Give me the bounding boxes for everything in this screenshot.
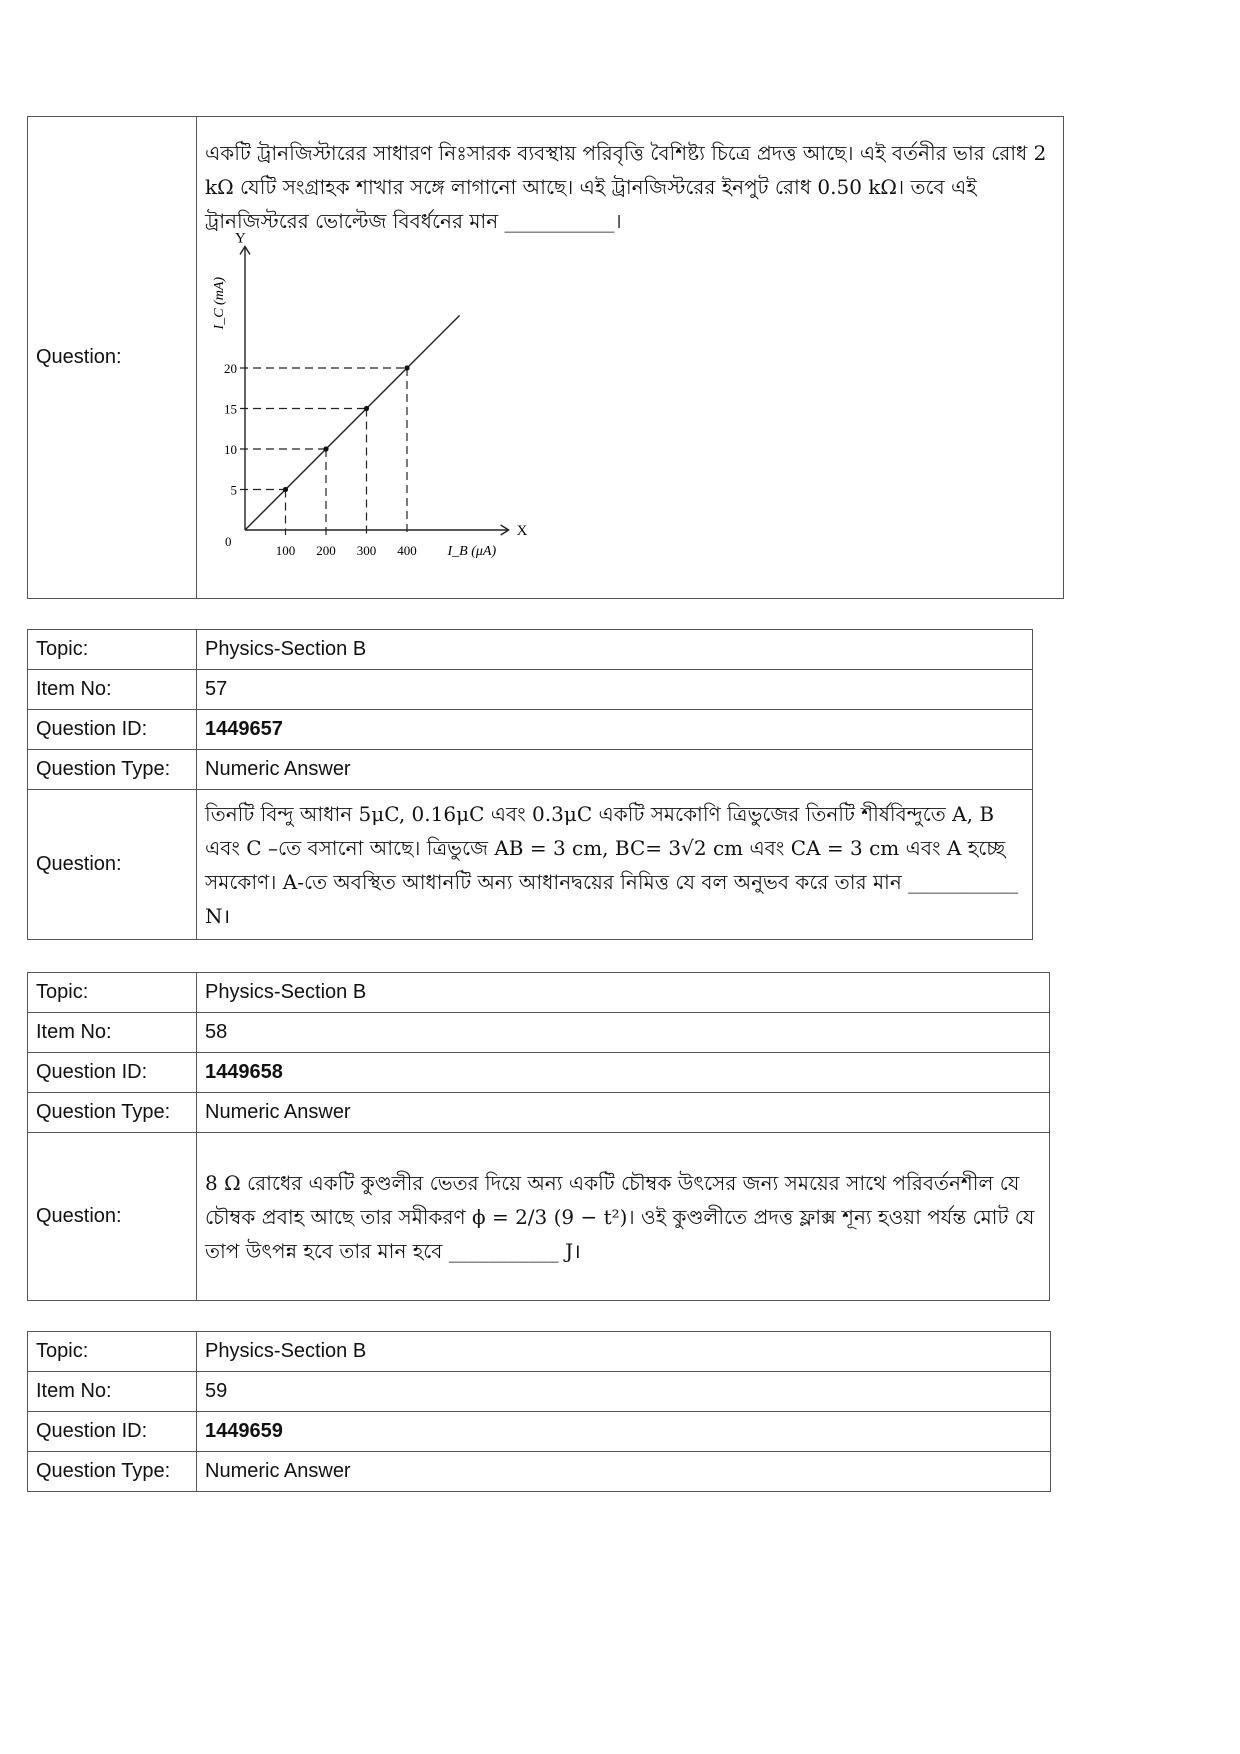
x-axis-letter: X xyxy=(516,522,528,539)
item-57-table xyxy=(27,629,1033,940)
question-56-table xyxy=(27,116,1064,599)
question-type-label: Question Type: xyxy=(28,750,197,790)
y-tick-label: 10 xyxy=(224,441,237,457)
question-id-label: Question ID: xyxy=(28,710,197,750)
x-tick-label: 200 xyxy=(316,542,336,558)
question-text: তিনটি বিন্দু আধান 5μC, 0.16μC এবং 0.3μC একটি সমকোণি ত্রিভুজের তিনটি শীর্ষবিন্দুতে A, B এবং C –তে বসানো আছে। ত্রিভুজে AB = 3 cm, BC= 3√2 cm এবং CA = 3 cm এবং A হচ্ছে সমকোণ। A-তে অবস্থিত আধানটি অন্য আধানদ্বয়ের নিমিত্ত যে বল অনুভব করে তার মান ___________ N। xyxy=(197,790,1033,940)
chart-container xyxy=(205,230,1055,580)
item-no-value: 57 xyxy=(197,670,1033,710)
question-label: Question: xyxy=(28,1133,197,1301)
question-id-value: 1449659 xyxy=(197,1412,1051,1452)
item-58-table xyxy=(27,972,1050,1301)
y-tick-label: 15 xyxy=(224,401,237,416)
topic-value: Physics-Section B xyxy=(197,1332,1051,1372)
question-label: Question: xyxy=(28,117,197,599)
question-cell xyxy=(197,117,1064,599)
question-label: Question: xyxy=(28,790,197,940)
ic-ib-chart xyxy=(205,230,545,570)
item-no-label: Item No: xyxy=(28,670,197,710)
topic-label: Topic: xyxy=(28,630,197,670)
question-id-label: Question ID: xyxy=(28,1412,197,1452)
question-id-label: Question ID: xyxy=(28,1053,197,1093)
question-id-value: 1449658 xyxy=(197,1053,1050,1093)
question-type-value: Numeric Answer xyxy=(197,750,1033,790)
question-id-value: 1449657 xyxy=(197,710,1033,750)
x-tick-label: 400 xyxy=(397,542,417,558)
item-no-label: Item No: xyxy=(28,1013,197,1053)
y-axis-letter: Y xyxy=(235,230,246,246)
question-text: একটি ট্রানজিস্টারের সাধারণ নিঃসারক ব্যবস্থায় পরিবৃত্তি বৈশিষ্ট্য চিত্রে প্রদত্ত আছে। এই বর্তনীর ভার রোধ 2 kΩ যেটি সংগ্রাহক শাখার সঙ্গে লাগানো আছে। এই ট্রানজিস্টরের ইনপুট রোধ 0.50 kΩ। তবে এই ট্রানজিস্টরের ভোল্টেজ বিবর্ধনের মান ___________। xyxy=(205,140,1047,233)
item-no-value: 58 xyxy=(197,1013,1050,1053)
y-tick-label: 5 xyxy=(230,482,237,497)
data-line xyxy=(245,315,460,530)
topic-label: Topic: xyxy=(28,973,197,1013)
data-point xyxy=(404,365,409,370)
topic-value: Physics-Section B xyxy=(197,973,1050,1013)
question-type-label: Question Type: xyxy=(28,1452,197,1492)
y-axis-title: I_C (mA) xyxy=(212,276,227,329)
item-59-table xyxy=(27,1331,1051,1492)
x-axis-title: I_B (μA) xyxy=(447,543,497,559)
item-no-label: Item No: xyxy=(28,1372,197,1412)
origin-label: 0 xyxy=(225,533,232,549)
topic-label: Topic: xyxy=(28,1332,197,1372)
topic-value: Physics-Section B xyxy=(197,630,1033,670)
question-type-value: Numeric Answer xyxy=(197,1452,1051,1492)
data-point xyxy=(323,446,328,451)
item-no-value: 59 xyxy=(197,1372,1051,1412)
question-text: 8 Ω রোধের একটি কুণ্ডলীর ভেতর দিয়ে অন্য একটি চৌম্বক উৎসের জন্য সময়ের সাথে পরিবর্তনশীল যে চৌম্বক প্রবাহ আছে তার সমীকরণ ϕ = 2/3 (9 − t²)। ওই কুণ্ডলীতে প্রদত্ত ফ্লাক্স শূন্য হওয়া পর্যন্ত মোট যে তাপ উৎপন্ন হবে তার মান হবে ___________ J। xyxy=(197,1133,1050,1301)
question-type-value: Numeric Answer xyxy=(197,1093,1050,1133)
question-type-label: Question Type: xyxy=(28,1093,197,1133)
x-tick-label: 300 xyxy=(356,542,377,558)
x-tick-label: 100 xyxy=(275,542,296,558)
data-point xyxy=(364,405,369,410)
y-tick-label: 20 xyxy=(224,360,237,376)
data-point xyxy=(283,486,288,491)
